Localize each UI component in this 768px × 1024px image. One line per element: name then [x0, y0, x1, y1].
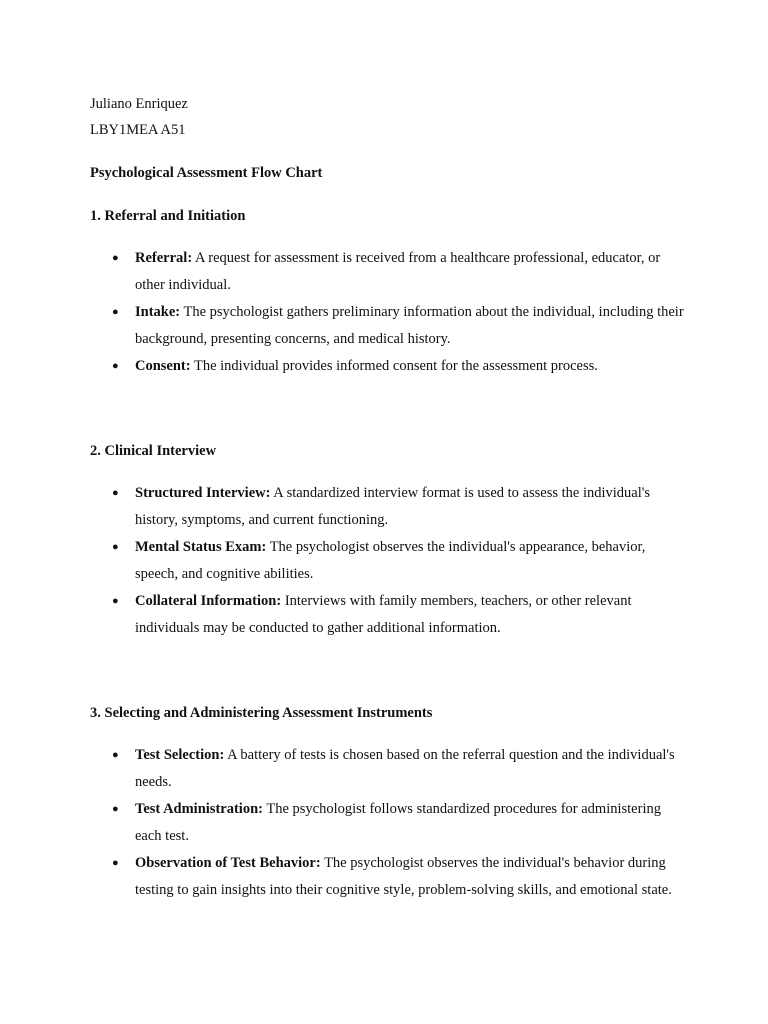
bullet-icon: ●	[112, 252, 119, 264]
item-term: Test Administration:	[135, 801, 263, 817]
item-term: Mental Status Exam:	[135, 539, 267, 555]
section-list-assessment-instruments	[90, 742, 690, 904]
item-term: Intake:	[135, 304, 181, 320]
bullet-icon: ●	[112, 487, 119, 499]
bullet-icon: ●	[112, 360, 119, 372]
bullet-icon: ●	[112, 541, 119, 553]
list-item	[90, 299, 690, 353]
document-page	[90, 91, 690, 904]
section-heading-referral: 1. Referral and Initiation	[90, 208, 246, 224]
section-list-clinical-interview	[90, 480, 690, 642]
section-heading-assessment-instruments: 3. Selecting and Administering Assessment Instruments	[90, 705, 433, 721]
list-item	[90, 245, 690, 299]
list-item	[90, 480, 690, 534]
list-item	[90, 742, 690, 796]
item-term: Structured Interview:	[135, 485, 271, 501]
item-term: Referral:	[135, 250, 193, 266]
item-text: The individual provides informed consent for the assessment process.	[193, 358, 598, 374]
item-text: A standardized interview format is used to assess the individual's history, symptoms, and current functioning.	[135, 485, 650, 528]
item-term: Consent:	[135, 358, 191, 374]
item-text: The psychologist observes the individual's appearance, behavior, speech, and cognitive abilities.	[135, 539, 646, 582]
bullet-icon: ●	[112, 749, 119, 761]
item-term: Observation of Test Behavior:	[135, 855, 321, 871]
item-text: The psychologist follows standardized procedures for administering each test.	[135, 801, 661, 844]
item-text: Interviews with family members, teachers, or other relevant individuals may be conducted to gather additional information.	[135, 593, 632, 636]
item-term: Collateral Information:	[135, 593, 282, 609]
bullet-icon: ●	[112, 306, 119, 318]
list-item	[90, 796, 690, 850]
item-term: Test Selection:	[135, 747, 225, 763]
section-heading-clinical-interview: 2. Clinical Interview	[90, 443, 217, 459]
item-text: A battery of tests is chosen based on the referral question and the individual's needs.	[135, 747, 675, 790]
item-text: A request for assessment is received from a healthcare professional, educator, or other individual.	[135, 250, 661, 293]
item-text: The psychologist gathers preliminary information about the individual, including their background, presenting concerns, and medical history.	[135, 304, 684, 347]
list-item	[90, 850, 690, 904]
list-item	[90, 588, 690, 642]
section-list-referral	[90, 245, 690, 380]
list-item	[90, 534, 690, 588]
author-name: Juliano Enriquez	[90, 96, 188, 112]
bullet-icon: ●	[112, 803, 119, 815]
course-code: LBY1MEA A51	[90, 122, 186, 138]
list-item	[90, 353, 690, 380]
bullet-icon: ●	[112, 857, 119, 869]
bullet-icon: ●	[112, 595, 119, 607]
document-title: Psychological Assessment Flow Chart	[90, 165, 323, 181]
item-text: The psychologist observes the individual's behavior during testing to gain insights into their cognitive style, problem-solving skills, and emotional state.	[135, 855, 672, 898]
